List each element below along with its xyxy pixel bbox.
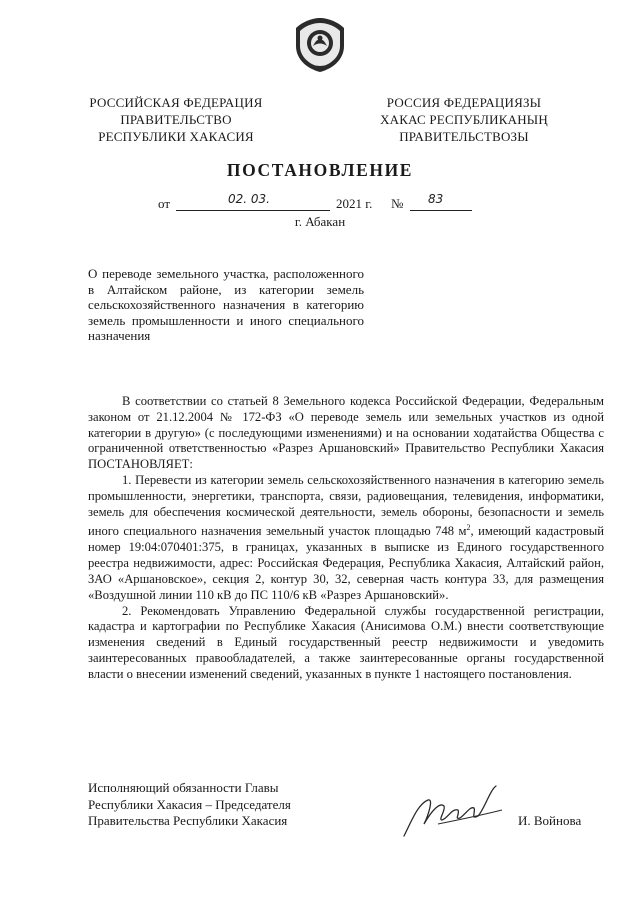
superscript-square: 2 — [466, 523, 471, 533]
signatory-line: Исполняющий обязанности Главы — [88, 780, 279, 795]
signatory-name: И. Войнова — [518, 813, 582, 828]
header-left-block — [78, 94, 274, 145]
header-right-block — [366, 94, 562, 145]
document-body — [88, 394, 604, 683]
coat-of-arms-emblem — [292, 16, 348, 74]
signatory-line: Правительства Республики Хакасия — [88, 813, 288, 828]
header-left-line: РОССИЙСКАЯ ФЕДЕРАЦИЯ — [89, 95, 263, 110]
handwritten-signature — [398, 780, 508, 844]
item-1-paragraph: 1. Перевести из категории земель сельскохозяйственного назначения в категорию земель промышленности, энергетики, транспорта, связи, радиовещания, телевидения, информатики, земель для обеспечения космической деятельности, земель обороны, безопасности и земель иного специального назначения земельный участок площадью 748 $м^2$, имеющий кадастровый номер 19:04:070401:375, в границах, указанных в выписке из Единого государственного реестра недвижимости, адрес: Российская Федерация, Республика Хакасия, Алтайский район, ЗАО «Аршановское», секция 2, контур 30, 32, северная часть контура 33, для размещения «Воздушной линии 110 кВ до ПС 110/6 кВ «Разрез Аршановский». — [88, 472, 604, 602]
header-left-line: РЕСПУБЛИКИ ХАКАСИЯ — [98, 129, 254, 144]
date-from-label: от — [158, 196, 171, 211]
year-label: 2021 г. — [336, 196, 373, 211]
city-label: г. Абакан — [294, 214, 346, 229]
header-right-line: ПРАВИТЕЛЬСТВОЗЫ — [399, 129, 529, 144]
signatory-position — [88, 780, 348, 830]
date-handwritten: 02. 03. — [228, 192, 270, 206]
header-left-line: ПРАВИТЕЛЬСТВО — [120, 112, 232, 127]
preamble-paragraph: В соответствии со статьей 8 Земельного кодекса Российской Федерации, Федеральным законом от 21.12.2004 № 172-ФЗ «О переводе земель или земельных участков из одной категории в другую» (с последующими изменениями) и на основании ходатайства Общества с ограниченной ответственностью «Разрез Аршановский» Правительство Республики Хакасия ПОСТАНОВЛЯЕТ: — [88, 394, 604, 472]
header-right-line: РОССИЯ ФЕДЕРАЦИЯЗЫ — [386, 95, 542, 110]
document-title: ПОСТАНОВЛЕНИЕ — [226, 160, 414, 180]
number-label: № — [391, 196, 404, 211]
document-subject: О переводе земельного участка, расположенного в Алтайском районе, из категории земель сельскохозяйственного назначения в категорию земель промышленности и иного специального назначения — [88, 266, 364, 344]
item-2-paragraph: 2. Рекомендовать Управлению Федеральной службы государственной регистрации, кадастра и картографии по Республике Хакасия (Анисимова О.М.) внести соответствующие изменения сведений в Единый государственный реестр недвижимости и уведомить заинтересованных правообладателей, а также заинтересованные органы государственной власти о внесении изменений сведений, указанных в пункте 1 настоящего постановления. — [88, 603, 604, 681]
header-right-line: ХАКАС РЕСПУБЛИКАНЫҢ — [380, 112, 548, 127]
signatory-line: Республики Хакасия – Председателя — [88, 796, 291, 812]
number-handwritten: 83 — [428, 192, 444, 206]
